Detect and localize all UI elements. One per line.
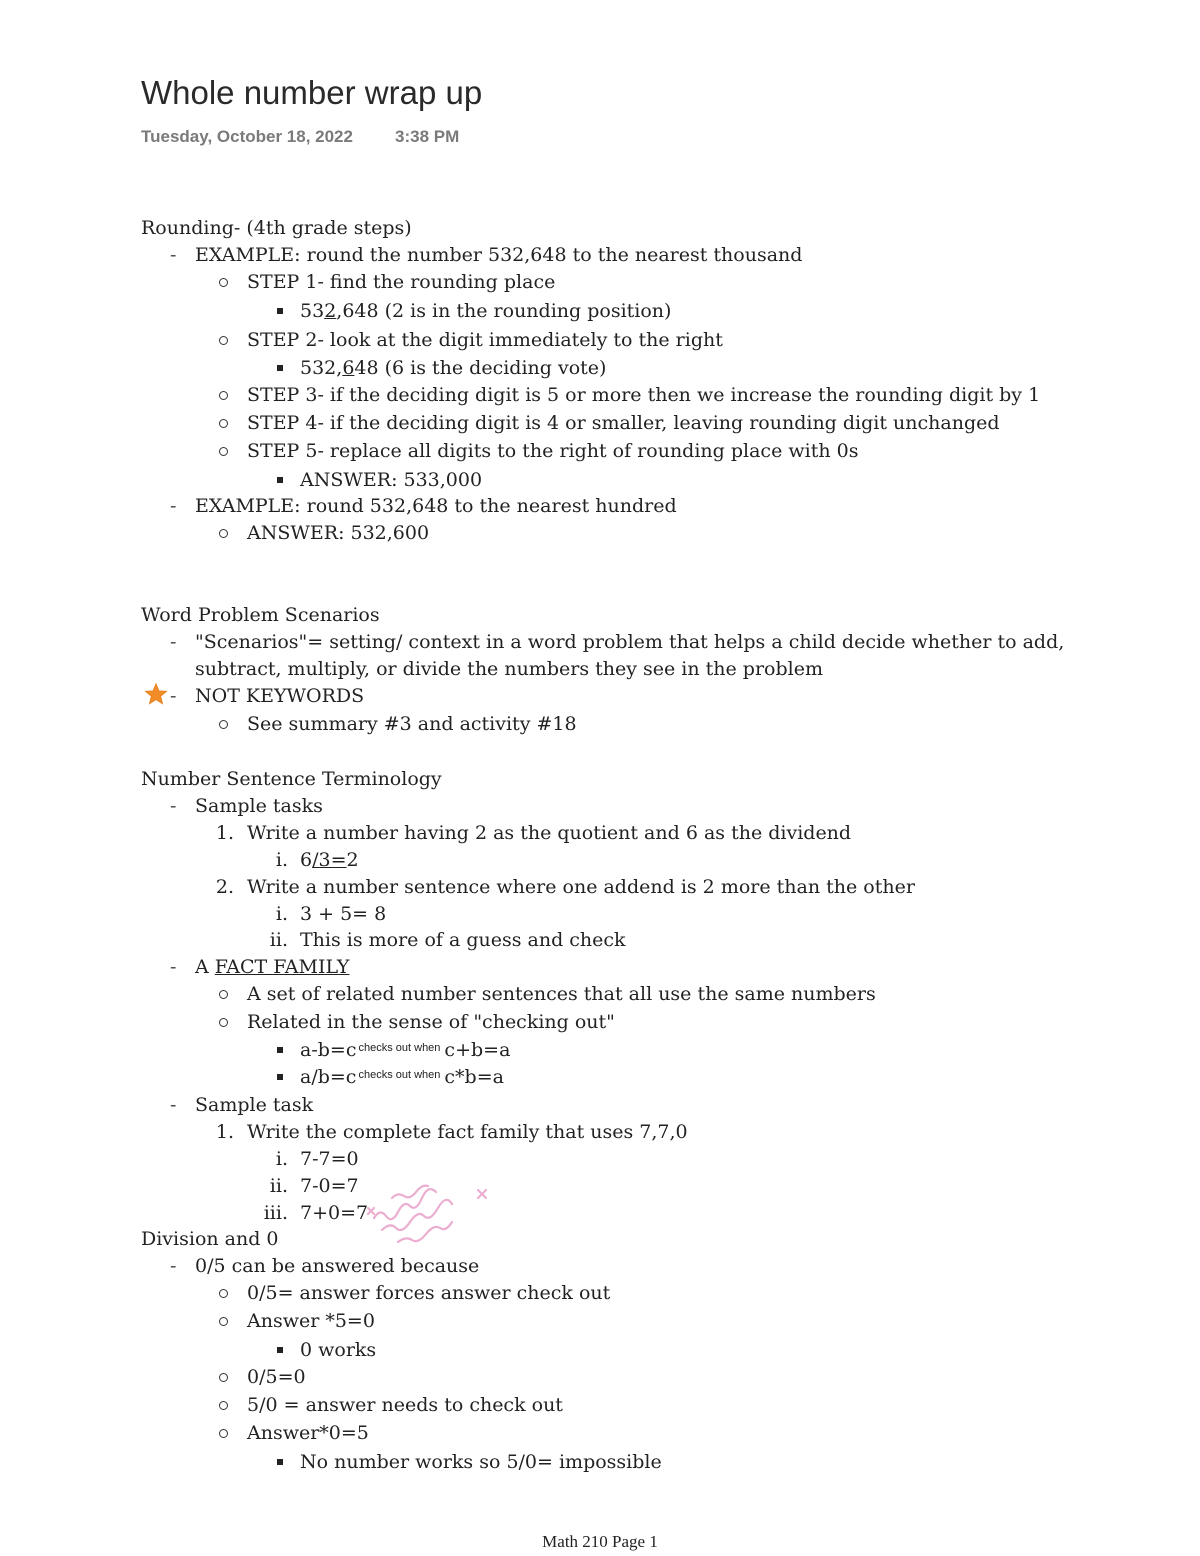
rounding-step-1-detail: 532,648 (2 is in the rounding position)	[300, 300, 672, 322]
rounding-step-5: STEP 5- replace all digits to the right of rounding place with 0s	[247, 440, 859, 462]
sample-task-label: Sample task	[195, 1094, 314, 1116]
rounding-step-2: STEP 2- look at the digit immediately to the right	[247, 329, 723, 351]
rounding-step-1: STEP 1- find the rounding place	[247, 271, 556, 293]
list-roman: iii.	[263, 1202, 288, 1224]
circle-bullet	[219, 1018, 228, 1027]
watermark-stamp	[362, 1168, 497, 1250]
dash-bullet: -	[170, 795, 177, 817]
list-number: 1.	[215, 1121, 234, 1143]
list-roman: i.	[275, 1148, 288, 1170]
rounding-step-2-detail: 532,648 (6 is the deciding vote)	[300, 357, 607, 379]
division-item: 0/5 can be answered because	[195, 1255, 480, 1277]
circle-bullet	[219, 1429, 228, 1438]
dash-bullet: -	[170, 244, 177, 266]
square-bullet	[277, 1074, 283, 1080]
not-keywords: NOT KEYWORDS	[195, 685, 365, 707]
fact-7-plus-0: 7+0=7	[300, 1202, 369, 1224]
scenarios-definition-line-2: subtract, multiply, or divide the numbers they see in the problem	[195, 658, 823, 680]
relation-division: a/b=c $^{checks out when}$ c*b=a	[300, 1066, 504, 1088]
square-bullet	[277, 1047, 283, 1053]
task-1-answer: 6/3=2	[300, 849, 359, 871]
division-step-2-detail: 0 works	[300, 1339, 377, 1361]
star-icon	[144, 682, 168, 706]
list-roman: ii.	[269, 929, 288, 951]
list-roman: i.	[275, 849, 288, 871]
division-step-2: Answer *5=0	[247, 1310, 375, 1332]
relation-subtraction: a-b=c $^{checks out when}$ c+b=a	[300, 1039, 511, 1061]
circle-bullet	[219, 1401, 228, 1410]
rounding-step-4: STEP 4- if the deciding digit is 4 or smaller, leaving rounding digit unchanged	[247, 412, 1000, 434]
division-heading: Division and 0	[141, 1228, 279, 1250]
rounding-example-1: EXAMPLE: round the number 532,648 to the nearest thousand	[195, 244, 803, 266]
circle-bullet	[219, 990, 228, 999]
fact-family-relation: Related in the sense of "checking out"	[247, 1011, 615, 1033]
dash-bullet: -	[170, 631, 177, 653]
division-step-3: 0/5=0	[247, 1366, 306, 1388]
list-number: 1.	[215, 822, 234, 844]
fact-family-heading: A FACT FAMILY	[195, 956, 350, 978]
list-roman: ii.	[269, 1175, 288, 1197]
scenarios-definition-line-1: "Scenarios"= setting/ context in a word problem that helps a child decide whether to add,	[195, 631, 1065, 653]
division-step-4: 5/0 = answer needs to check out	[247, 1394, 563, 1416]
circle-bullet	[219, 720, 228, 729]
division-step-5: Answer*0=5	[247, 1422, 369, 1444]
page-footer: Math 210 Page 1	[542, 1532, 658, 1551]
square-bullet	[277, 477, 283, 483]
terminology-heading: Number Sentence Terminology	[141, 768, 442, 790]
fact-family-definition: A set of related number sentences that all use the same numbers	[247, 983, 876, 1005]
task-2-note: This is more of a guess and check	[300, 929, 626, 951]
list-number: 2.	[215, 876, 234, 898]
dash-bullet: -	[170, 956, 177, 978]
square-bullet	[277, 308, 283, 314]
square-bullet	[277, 1347, 283, 1353]
word-problems-heading: Word Problem Scenarios	[141, 604, 380, 626]
sample-task-1: Write the complete fact family that uses 7,7,0	[247, 1121, 688, 1143]
circle-bullet	[219, 278, 228, 287]
dash-bullet: -	[170, 1255, 177, 1277]
task-1: Write a number having 2 as the quotient and 6 as the dividend	[247, 822, 852, 844]
circle-bullet	[219, 419, 228, 428]
sample-tasks-label: Sample tasks	[195, 795, 323, 817]
circle-bullet	[219, 1373, 228, 1382]
circle-bullet	[219, 447, 228, 456]
dash-bullet: -	[170, 1094, 177, 1116]
summary-reference: See summary #3 and activity #18	[247, 713, 577, 735]
circle-bullet	[219, 1289, 228, 1298]
rounding-answer-1: ANSWER: 533,000	[300, 469, 483, 491]
list-roman: i.	[275, 903, 288, 925]
page-title: Whole number wrap up	[141, 74, 483, 111]
division-step-5-detail: No number works so 5/0= impossible	[300, 1451, 662, 1473]
page-time: 3:38 PM	[395, 127, 460, 146]
fact-7-7: 7-7=0	[300, 1148, 359, 1170]
dash-bullet: -	[170, 495, 177, 517]
dash-bullet: -	[170, 685, 177, 707]
division-step-1: 0/5= answer forces answer check out	[247, 1282, 611, 1304]
square-bullet	[277, 365, 283, 371]
circle-bullet	[219, 391, 228, 400]
rounding-heading: Rounding- (4th grade steps)	[141, 217, 412, 239]
rounding-example-2: EXAMPLE: round 532,648 to the nearest hundred	[195, 495, 677, 517]
task-2: Write a number sentence where one addend is 2 more than the other	[247, 876, 915, 898]
circle-bullet	[219, 336, 228, 345]
circle-bullet	[219, 529, 228, 538]
rounding-answer-2: ANSWER: 532,600	[247, 522, 430, 544]
square-bullet	[277, 1459, 283, 1465]
rounding-step-3: STEP 3- if the deciding digit is 5 or more then we increase the rounding digit by 1	[247, 384, 1041, 406]
circle-bullet	[219, 1317, 228, 1326]
task-2-answer: 3 + 5= 8	[300, 903, 387, 925]
fact-7-0: 7-0=7	[300, 1175, 359, 1197]
page-date: Tuesday, October 18, 2022	[141, 127, 353, 146]
